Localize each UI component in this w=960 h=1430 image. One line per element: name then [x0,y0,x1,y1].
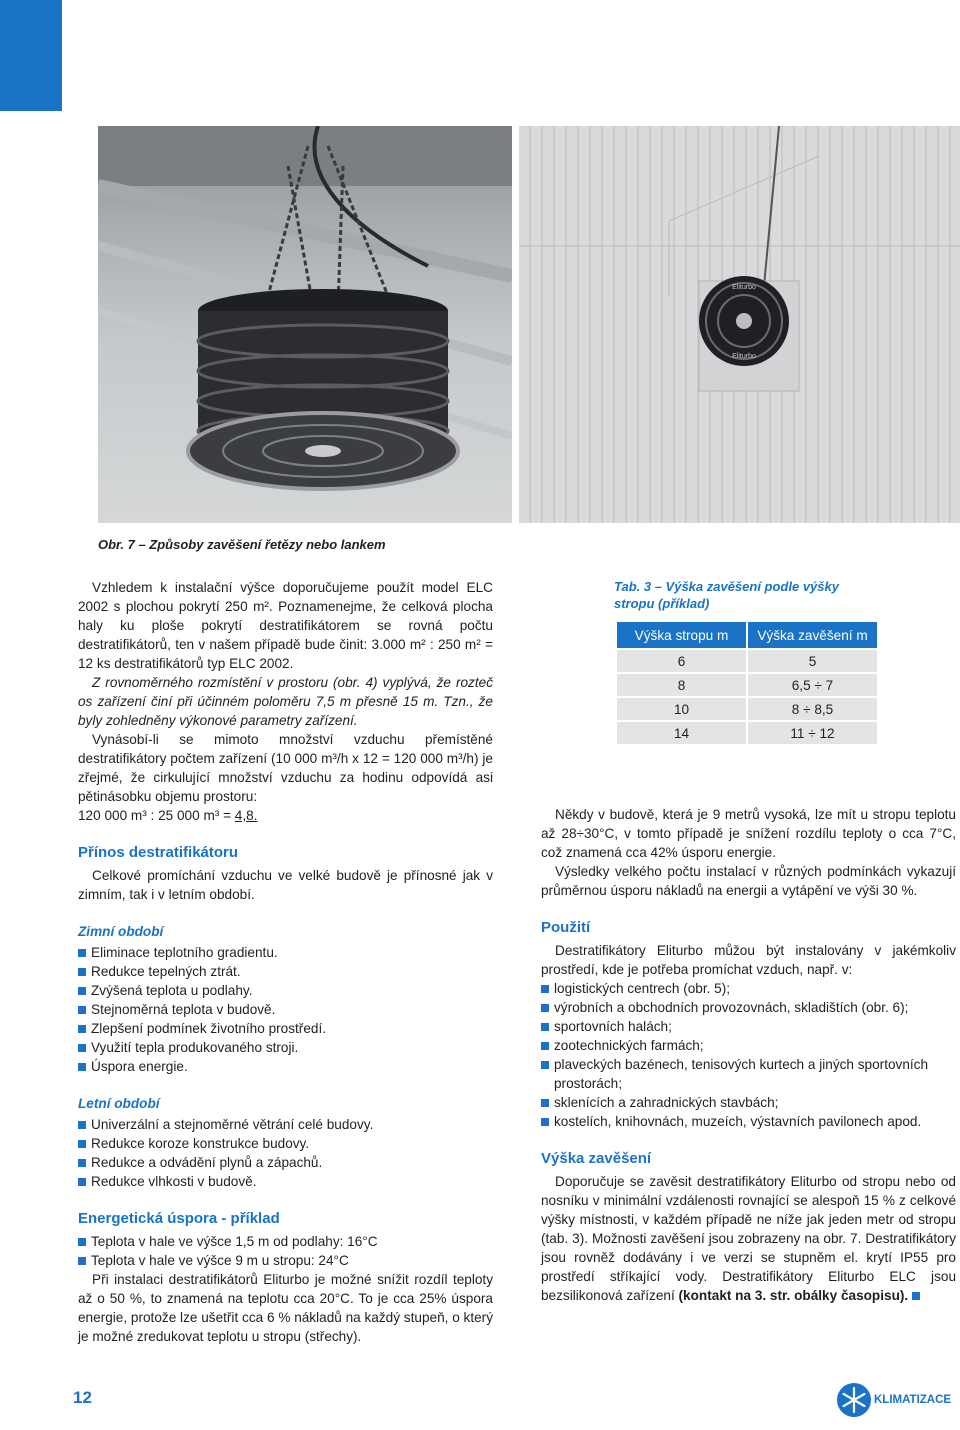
page-number: 12 [73,1388,92,1407]
benefit-text: Celkové promíchání vzduchu ve velké budově je přínosné jak v zimním, tak i v letním období. [78,868,493,902]
cell: 10 [617,698,746,720]
summer-heading: Letní období [78,1096,160,1111]
photo-fan-on-chains [98,126,512,523]
list-item: Využití tepla produkovaného stroji. [78,1038,493,1057]
energy-text: Při instalaci destratifikátorů Eliturbo je možné snížit rozdíl teploty až o 50 %, to znamená na teplotu cca 20°C. To je cca 25% úspora energie, protože lze ušetřit cca 6 % nákladů na každý stupeň, o který je možné zredukovat teplotu u stropu (střechy). [78,1272,493,1344]
list-item: Teplota v hale ve výšce 9 m u stropu: 24°C [78,1251,493,1270]
list-item: Úspora energie. [78,1057,493,1076]
header-ceiling-height: Výška stropu m [617,622,746,648]
end-mark-icon [912,1292,920,1300]
list-item: Redukce koroze konstrukce budovy. [78,1134,493,1153]
table-row [617,722,877,744]
list-item: Teplota v hale ve výšce 1,5 m od podlahy: 16°C [78,1232,493,1251]
left-column [78,578,493,1346]
winter-heading: Zimní období [78,924,164,939]
cell: 11 ÷ 12 [746,722,877,744]
height-heading: Výška zavěšení [541,1150,652,1167]
snowflake-icon [836,1380,872,1420]
list-item: logistických centrech (obr. 5); [541,979,956,998]
cell: 14 [617,722,746,744]
energy-list [78,1232,493,1270]
summer-list [78,1115,493,1191]
cell: 8 [617,674,746,696]
header-suspension-height: Výška zavěšení m [746,622,877,648]
list-item: zootechnických farmách; [541,1036,956,1055]
list-item: Zlepšení podmínek životního prostředí. [78,1019,493,1038]
suspension-height-table [617,620,877,746]
fan-on-chains-illustration [98,126,512,523]
page-edge-marker [0,0,62,111]
energy-heading: Energetická úspora - příklad [78,1210,280,1227]
list-item: výrobních a obchodních provozovnách, skladištích (obr. 6); [541,998,956,1017]
paragraph-model-choice: Vzhledem k instalační výšce doporučujeme použít model ELC 2002 s plochou pokrytí 250 m². Poznamenejme, že celková plocha haly ku ploše pokrytí destratifikátorem se rovná počtu destratifikátorů, ten v našem případě bude činit: 3.000 m² : 250 m² = 12 ks destratifikátorů typ ELC 2002. [78,580,493,671]
paragraph-distribution: Z rovnoměrného rozmístění v prostoru (obr. 4) vyplývá, že rozteč os zařízení činí při účinném poloměru 7,5 m přesně 15 m. Tzn., že byly zohledněny výkonové parametry zařízení. [78,675,493,728]
table-row [617,650,877,672]
height-text-contact: (kontakt na 3. str. obálky časopisu). [678,1288,909,1303]
photo-fan-wall-mounted [519,126,960,523]
logo-text: KLIMATIZACE [874,1394,952,1406]
table-header-row [617,622,877,648]
paragraph-air-volume [78,730,493,825]
air-volume-text: Vynásobí-li se mimoto množství vzduchu přemístěné destratifikátory počtem zařízení (10 000 m³/h x 12 = 120 000 m³/h) je zřejmé, že cirkulující množství vzduchu za hodinu odpovídá asi pětinásobku objemu prostoru: [78,732,493,804]
table-caption-text: Tab. 3 – Výška zavěšení podle výšky stropu (příklad) [614,579,839,611]
list-item: Eliminace teplotního gradientu. [78,943,493,962]
use-list [541,979,956,1131]
paragraph-ceiling-temperature: Někdy v budově, která je 9 metrů vysoká, lze mít u stropu teplotu až 28÷30°C, v tomto případě je snížení rozdílu teploty o cca 7°C, což znamená cca 42% úsporu energie. [541,807,956,860]
cell: 6 [617,650,746,672]
height-text: Doporučuje se zavěsit destratifikátory Eliturbo od stropu nebo od nosníku v minimální vzdálenosti rovnající se alespoň 15 % z celkové výšky místnosti, v každém případě ne níže jak jeden metr od stropu (tab. 3). Možnosti zavěšení jsou zobrazeny na obr. 7. Destratifikátory jsou rovněž dodávány i ve verzi se stupněm el. krytí IP55 pro prostředí stříkající vody. Destratifikátory Eliturbo ELC jsou bezsilikonová zařízení [541,1174,956,1303]
klimatizace-logo [836,1380,960,1420]
use-text: Destratifikátory Eliturbo můžou být instalovány v jakémkoliv prostředí, kde je potřeba promíchat vzduch, např. v: [541,943,956,977]
fan-label-top: Eliturbo [732,284,756,291]
list-item: Redukce tepelných ztrát. [78,962,493,981]
list-item: Stejnoměrná teplota v budově. [78,1000,493,1019]
list-item: Redukce vlhkosti v budově. [78,1172,493,1191]
use-heading: Použití [541,919,591,936]
air-volume-result: 4,8. [234,808,258,823]
fan-label-bottom: Eliturbo [732,353,756,360]
table-row [617,698,877,720]
winter-list [78,943,493,1076]
list-item: Redukce a odvádění plynů a zápachů. [78,1153,493,1172]
list-item: Zvýšená teplota u podlahy. [78,981,493,1000]
paragraph-results: Výsledky velkého počtu instalací v různých podmínkách vykazují průměrnou úsporu nákladů na energii a vytápění ve výši 30 %. [541,864,956,898]
right-column [541,805,956,1305]
cell: 5 [746,650,877,672]
list-item: Univerzální a stejnoměrné větrání celé budovy. [78,1115,493,1134]
table-row [617,674,877,696]
table-caption [614,578,874,612]
list-item: kostelích, knihovnách, muzeích, výstavních pavilonech apod. [541,1112,956,1131]
list-item: plaveckých bazénech, tenisových kurtech a jiných sportovních prostorách; [541,1055,956,1093]
list-item: sklenících a zahradnických stavbách; [541,1093,956,1112]
air-volume-formula: 120 000 m³ : 25 000 m³ = [78,808,235,823]
height-paragraph [541,1172,956,1305]
list-item: sportovních halách; [541,1017,956,1036]
fan-wall-illustration [519,126,960,523]
benefit-heading: Přínos destratifikátoru [78,844,239,861]
cell: 8 ÷ 8,5 [746,698,877,720]
cell: 6,5 ÷ 7 [746,674,877,696]
figure-caption: Obr. 7 – Způsoby zavěšení řetězy nebo lankem [98,537,386,552]
